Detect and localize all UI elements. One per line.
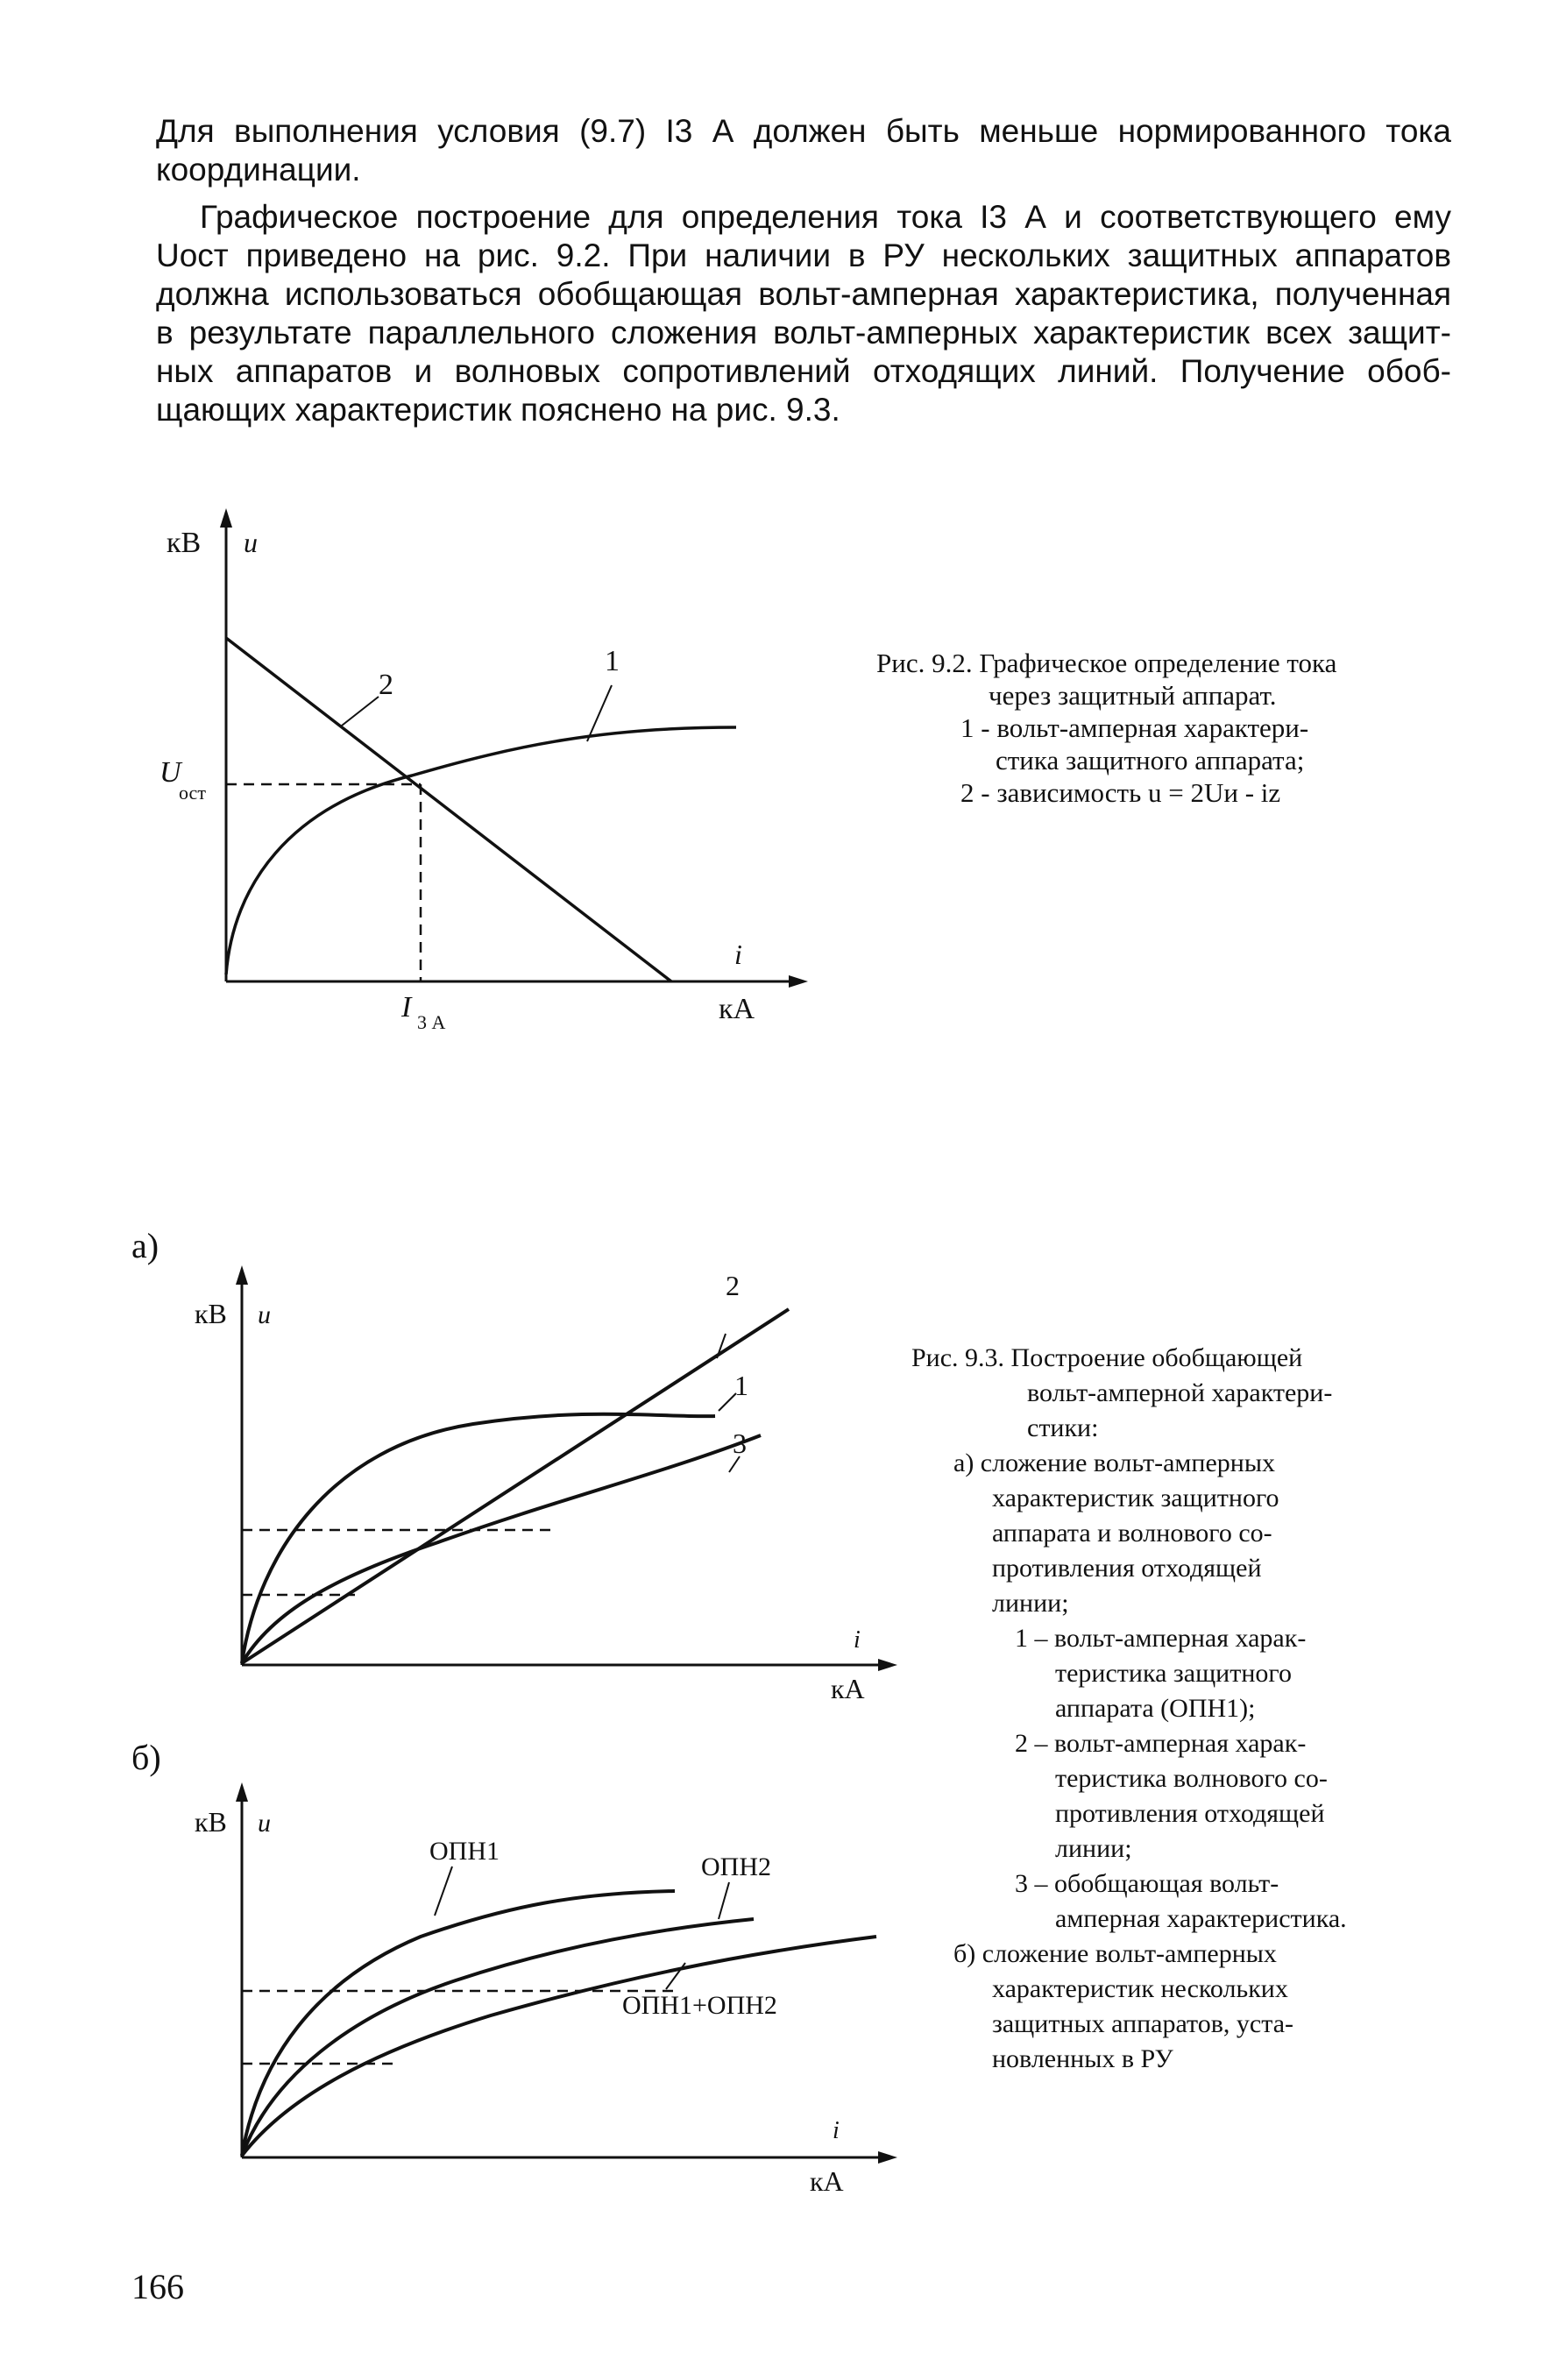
y-axis-arrow (236, 1782, 248, 1802)
text-line: в результате параллельного сложения вольт-амперных характеристик всех защит- (156, 315, 1451, 351)
caption-line: 1 - вольт-амперная характери- (960, 712, 1309, 743)
caption-line: новленных в РУ (992, 2044, 1173, 2073)
opn1-opn2-label: ОПН1+ОПН2 (622, 1991, 777, 2020)
y-unit-label: кВ (195, 1806, 227, 1838)
opn1-label: ОПН1 (429, 1837, 500, 1866)
caption-line: 3 – обобщающая вольт- (1015, 1869, 1279, 1898)
x-axis-arrow (878, 1659, 897, 1671)
y-symbol: u (258, 1809, 271, 1838)
x-symbol: i (734, 939, 742, 970)
caption-line: теристика волнового со- (1055, 1764, 1328, 1793)
caption-line: а) сложение вольт-амперных (953, 1449, 1275, 1477)
caption-line: характеристик нескольких (992, 1974, 1288, 2003)
caption-line: линии; (1055, 1834, 1132, 1863)
curve-opn2 (242, 1919, 754, 2156)
i-3a-sub: 3 А (417, 1011, 446, 1033)
opn1-leader (435, 1866, 452, 1916)
figure-9-3-caption (911, 1341, 1347, 2077)
caption-line: стики: (1027, 1413, 1099, 1442)
figure-9-2-caption (876, 647, 1336, 809)
caption-line: стика защитного аппарата; (996, 745, 1305, 776)
curve-2-line (226, 638, 671, 981)
x-axis-arrow (878, 2151, 897, 2164)
caption-line: защитных аппаратов, уста- (992, 2009, 1294, 2038)
text-line: Для выполнения условия (9.7) I3 А должен быть меньше нормированного тока (156, 113, 1451, 149)
figure-9-2 (149, 508, 833, 1034)
paragraph-2 (156, 198, 1451, 429)
text-line: Uост приведено на рис. 9.2. При наличии в РУ нескольких защитных аппаратов (156, 237, 1451, 273)
caption-line: Рис. 9.3. Построение обобщающей (911, 1343, 1303, 1372)
caption-line: аппарата (ОПН1); (1055, 1694, 1256, 1723)
text-line: Графическое построение для определения тока I3 А и соответствующего ему (200, 199, 1451, 235)
y-axis-arrow (236, 1265, 248, 1285)
curve-3-label: 3 (733, 1427, 747, 1459)
text-line: должна использоваться обобщающая вольт-амперная характеристика, полученная (156, 276, 1451, 312)
text-line: ных аппаратов и волновых сопротивлений отходящих линий. Получение обоб- (156, 353, 1451, 389)
curve-opn1-opn2 (242, 1937, 876, 2156)
curve-2-label: 2 (726, 1270, 740, 1301)
caption-line: теристика защитного (1055, 1659, 1292, 1688)
y-axis-arrow (220, 508, 232, 528)
y-symbol: u (258, 1300, 271, 1329)
panel-b-label: б) (131, 1738, 161, 1777)
caption-line: Рис. 9.2. Графическое определение тока (876, 648, 1337, 678)
x-unit-label: кА (719, 993, 755, 1025)
caption-line: амперная характеристика. (1055, 1904, 1347, 1933)
text-line: щающих характеристик пояснено на рис. 9.3. (156, 392, 840, 428)
curve-1-vac (226, 727, 736, 974)
caption-line: противления отходящей (992, 1554, 1262, 1583)
figure-9-3-panel-a (175, 1262, 911, 1718)
x-axis-arrow (789, 975, 808, 988)
curve-2-label: 2 (379, 669, 393, 701)
curve-2-line (242, 1309, 789, 1663)
curve-1-leader (719, 1393, 736, 1411)
curve-1-label: 1 (605, 645, 620, 677)
x-unit-label: кА (810, 2165, 844, 2197)
text-line: координации. (156, 152, 361, 188)
caption-line: линии; (992, 1589, 1069, 1618)
caption-line: вольт-амперной характери- (1027, 1378, 1333, 1407)
caption-line: противления отходящей (1055, 1799, 1325, 1828)
y-symbol: u (244, 527, 258, 558)
page-number: 166 (131, 2267, 184, 2306)
y-unit-label: кВ (167, 527, 202, 559)
x-symbol: i (833, 2117, 840, 2144)
caption-line: характеристик защитного (992, 1484, 1279, 1512)
opn2-leader (719, 1882, 729, 1919)
i-3a-label: I (401, 991, 412, 1024)
x-unit-label: кА (831, 1673, 865, 1704)
curve-opn1 (242, 1891, 675, 2156)
curve-1-label: 1 (734, 1370, 748, 1401)
u-ost-sub: ост (179, 782, 206, 804)
curve-3-vac (242, 1435, 761, 1663)
paragraph-1 (156, 112, 1451, 189)
caption-line: б) сложение вольт-амперных (953, 1939, 1277, 1968)
opn1-opn2-leader (666, 1963, 685, 1989)
y-unit-label: кВ (195, 1298, 227, 1329)
u-ost-label: U (159, 756, 181, 789)
caption-line: через защитный аппарат. (989, 680, 1277, 711)
caption-line: 2 - зависимость u = 2Uи - iz (960, 777, 1281, 808)
curve-1-vac (242, 1414, 715, 1663)
caption-line: 2 – вольт-амперная харак- (1015, 1729, 1307, 1758)
caption-line: 1 – вольт-амперная харак- (1015, 1624, 1307, 1653)
figure-9-3-panel-b (175, 1779, 911, 2217)
curve-2-leader (342, 697, 379, 726)
x-symbol: i (854, 1626, 861, 1654)
caption-line: аппарата и волнового со- (992, 1519, 1272, 1548)
panel-a-label: а) (131, 1226, 159, 1265)
opn2-label: ОПН2 (701, 1852, 771, 1881)
